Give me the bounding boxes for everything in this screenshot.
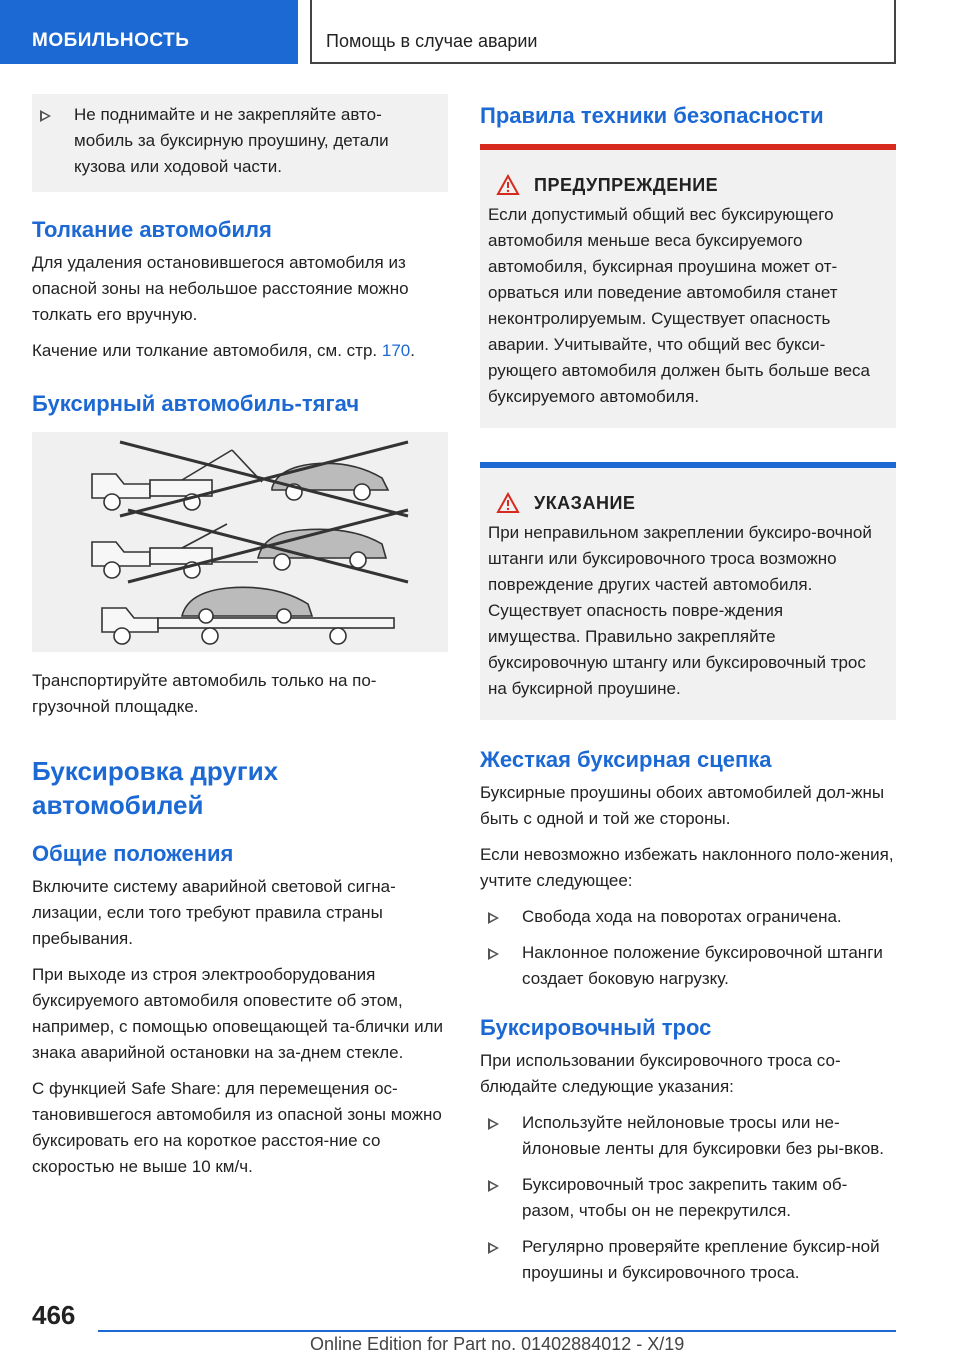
right-column [480,94,896,1296]
notice-title: УКАЗАНИЕ [534,492,636,513]
notice-header [488,492,878,514]
warning-header [488,174,878,196]
section-header [310,0,896,64]
chapter-title: МОБИЛЬНОСТЬ [32,30,190,51]
rope-heading: Буксировочный трос [480,1015,712,1040]
bullet-triangle-icon [488,1242,499,1254]
list-item: Наклонное положение буксировочной штанги создает боковую нагрузку. [480,940,896,992]
rigid-paragraph-1: Буксирные проушины обоих автомобилей дол-жны быть с одной и той же стороны. [480,783,885,828]
notice-text: При неправильном закреплении буксиро-вочной штанги или буксировочного троса возможно повреждение других частей автомобиля. Существует опасность повре-ждения имущества. Правильно закрепляйте буксировочную штангу или буксировочный трос на буксирной проушине. [488,523,872,698]
rigid-paragraph-2: Если невозможно избежать наклонного поло-жения, учтите следующее: [480,845,894,890]
tow-truck-heading: Буксирный автомобиль-тягач [32,391,360,416]
warning-box [480,150,896,428]
page-number: 466 [32,1300,76,1330]
top-bullet-box [32,94,448,192]
bullet-triangle-icon [488,912,499,924]
list-item: Регулярно проверяйте крепление буксир-ной проушины и буксировочного троса. [480,1234,896,1286]
tow-truck-drawing [32,432,448,652]
list-item: Не поднимайте и не закрепляйте авто-мобиль за буксирную проушину, детали кузова или ходовой части. [32,102,438,180]
notice-box [480,468,896,720]
list-item: Буксировочный трос закрепить таким об-разом, чтобы он не перекрутился. [480,1172,896,1224]
section-title: Помощь в случае аварии [326,31,538,51]
push-paragraph-1: Для удаления остановившегося автомобиля из опасной зоны на небольшое расстояние можно толкать его вручную. [32,253,409,324]
general-heading: Общие положения [32,841,234,866]
bullet-triangle-icon [40,110,51,122]
general-paragraph-3: С функцией Safe Share: для перемещения ос-тановившегося автомобиля из опасной зоны можно буксировать его на короткое расстоя-ние со скоростью не выше 10 км/ч. [32,1079,442,1176]
rope-paragraph-1: При использовании буксировочного троса со-блюдайте следующие указания: [480,1051,841,1096]
general-paragraph-2: При выходе из строя электрооборудования буксируемого автомобиля оповестите об этом, например, с помощью оповещающей та-блички или знака аварийной остановки на за-днем стекле. [32,965,443,1062]
tow-caption: Транспортируйте автомобиль только на по-грузочной площадке. [32,671,377,716]
push-heading: Толкание автомобиля [32,217,272,242]
left-column [32,94,448,1190]
safety-heading: Правила техники безопасности [480,103,824,128]
push-paragraph-2: Качение или толкание автомобиля, см. стр. 170. [32,341,415,360]
warning-text: Если допустимый общий вес буксирующего автомобиля меньше веса буксируемого автомобиля, буксирная проушина может от-орваться или поведение автомобиля станет неконтролируемым. Существует опасность аварии. Учитывайте, что общий вес букси-рующего автомобиля должен быть больше веса буксируемого автомобиля. [488,205,870,406]
bullet-triangle-icon [488,948,499,960]
bullet-triangle-icon [488,1180,499,1192]
warning-triangle-icon [496,174,520,196]
warning-title: ПРЕДУПРЕЖДЕНИЕ [534,174,719,195]
footer-edition: Online Edition for Part no. 01402884012 - X/19 [310,1334,685,1354]
general-paragraph-1: Включите систему аварийной световой сигна-лизации, если того требуют правила страны пребывания. [32,877,396,948]
list-item: Используйте нейлоновые тросы или не-йлоновые ленты для буксировки без ры-вков. [480,1110,896,1162]
notice-triangle-icon [496,492,520,514]
list-item: Свобода хода на поворотах ограничена. [480,904,896,930]
tow-truck-illustration [32,432,448,652]
chapter-tab [0,0,298,64]
other-vehicles-heading: Буксировка других автомобилей [32,756,279,820]
rigid-heading: Жесткая буксирная сцепка [480,747,772,772]
page-link[interactable]: 170 [381,341,411,360]
footer-rule [98,1330,896,1332]
bullet-triangle-icon [488,1118,499,1130]
